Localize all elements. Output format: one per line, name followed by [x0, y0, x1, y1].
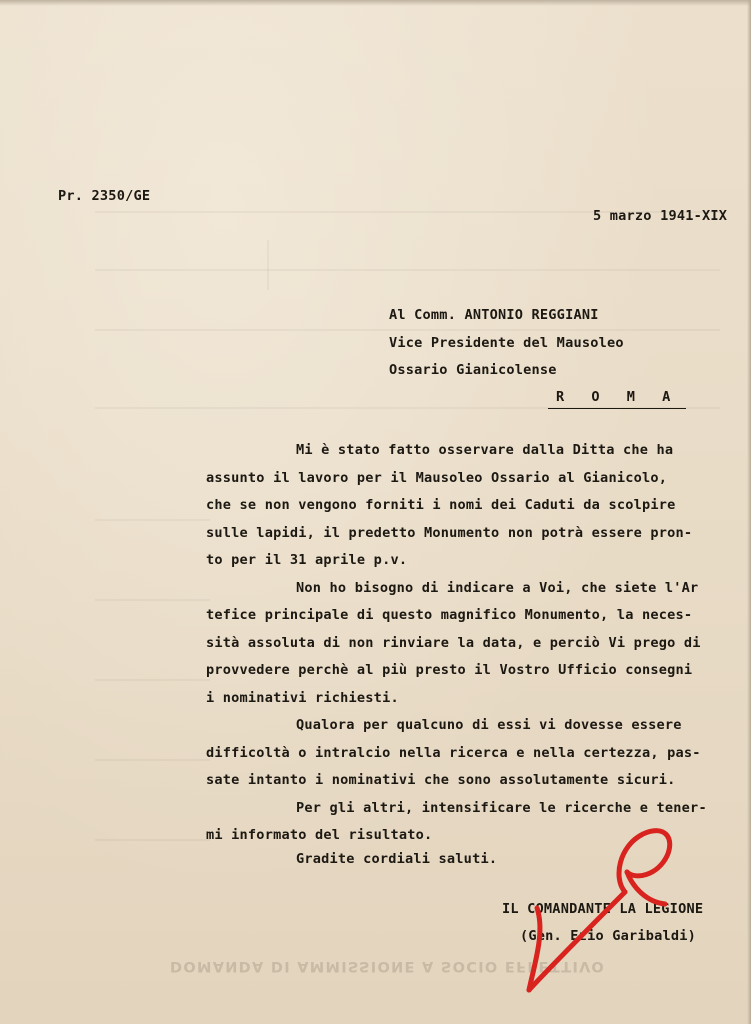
- signature-title: IL COMANDANTE LA LEGIONE: [502, 901, 704, 917]
- body-line: provvedere perchè al più presto il Vostro Ufficio consegni: [206, 662, 693, 678]
- body-line: sate intanto i nominativi che sono assolutamente sicuri.: [206, 772, 676, 788]
- reference-number: Pr. 2350/GE: [58, 188, 151, 204]
- body-line: sulle lapidi, il predetto Monumento non potrà essere pron-: [206, 525, 693, 541]
- body-line: Per gli altri, intensificare le ricerche e tener-: [296, 800, 707, 816]
- body-line: assunto il lavoro per il Mausoleo Ossario al Gianicolo,: [206, 470, 668, 486]
- body-line: i nominativi richiesti.: [206, 690, 399, 706]
- body-line: Mi è stato fatto osservare dalla Ditta che ha: [296, 442, 674, 458]
- recipient-title: Vice Presidente del Mausoleo: [389, 335, 624, 351]
- body-line: Qualora per qualcuno di essi vi dovesse essere: [296, 717, 682, 733]
- body-line: difficoltà o intralcio nella ricerca e nella certezza, pas-: [206, 745, 701, 761]
- red-pencil-initial-mark: [515, 812, 690, 1002]
- signature-name: (Gen. Ezio Garibaldi): [520, 928, 697, 944]
- letter-date: 5 marzo 1941-XIX: [593, 208, 728, 224]
- paper-edge-top: [0, 0, 751, 6]
- recipient-institution: Ossario Gianicolense: [389, 362, 557, 378]
- body-line: tefice principale di questo magnifico Monumento, la neces-: [206, 607, 693, 623]
- bleed-through-heading: DOMANDA DI AMMISSIONE A SOCIO EFFETTIVO: [170, 958, 606, 974]
- body-line: che se non vengono forniti i nomi dei Caduti da scolpire: [206, 497, 676, 513]
- recipient-name: Al Comm. ANTONIO REGGIANI: [389, 307, 599, 323]
- recipient-city: R O M A: [548, 389, 686, 409]
- body-line: mi informato del risultato.: [206, 827, 433, 843]
- closing-salutation: Gradite cordiali saluti.: [296, 851, 498, 867]
- paper-edge-right: [747, 0, 751, 1024]
- body-line: sità assoluta di non rinviare la data, e perciò Vi prego di: [206, 635, 701, 651]
- body-line: Non ho bisogno di indicare a Voi, che siete l'Ar: [296, 580, 699, 596]
- body-line: to per il 31 aprile p.v.: [206, 552, 408, 568]
